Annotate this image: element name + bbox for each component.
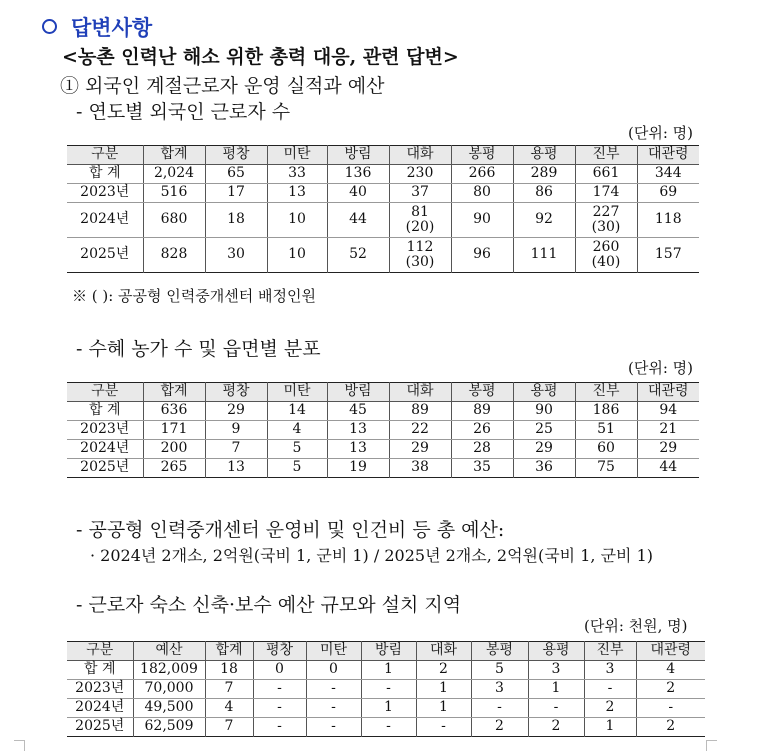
table-cell: 3: [471, 680, 528, 699]
table-cell: 9: [205, 421, 267, 440]
col-header: 평창: [205, 146, 267, 165]
table-cell: 2023년: [67, 184, 143, 203]
table-cell: -: [306, 718, 361, 737]
table-cell: -: [584, 680, 636, 699]
table-cell: 92: [513, 203, 575, 238]
col-header: 용평: [513, 146, 575, 165]
table-cell: -: [306, 680, 361, 699]
table-cell: 29: [637, 440, 699, 459]
table-cell: -: [361, 718, 416, 737]
table-cell: 2024년: [67, 699, 133, 718]
table-cell: -: [361, 680, 416, 699]
table-cell: 5: [471, 661, 528, 680]
table-cell: 2: [636, 718, 705, 737]
table-cell: 2025년: [67, 459, 143, 478]
table-cell: 7: [205, 718, 253, 737]
dormitory-budget-table: [67, 641, 705, 737]
table-cell: 230: [389, 165, 451, 184]
col-header: 용평: [528, 642, 584, 661]
section2-unit: (단위: 명): [628, 359, 693, 377]
table-cell: 28: [451, 440, 513, 459]
table-cell: 44: [637, 459, 699, 478]
table-cell: 1: [528, 680, 584, 699]
table-cell: 265: [143, 459, 205, 478]
table-cell: 13: [327, 440, 389, 459]
item-heading: ① 외국인 계절근로자 운영 실적과 예산: [60, 75, 385, 97]
col-header: 방림: [361, 642, 416, 661]
table-cell: 36: [513, 459, 575, 478]
table-cell: 70,000: [133, 680, 205, 699]
table-cell: 18: [205, 203, 267, 238]
section3-title: - 공공형 인력중개센터 운영비 및 인건비 등 총 예산:: [76, 519, 505, 541]
table-cell: 2025년: [67, 718, 133, 737]
table-cell: 30: [205, 238, 267, 273]
col-header: 대관령: [637, 146, 699, 165]
table-cell: 21: [637, 421, 699, 440]
table-cell: 13: [205, 459, 267, 478]
col-header: 대관령: [637, 383, 699, 402]
table-cell: 2,024: [143, 165, 205, 184]
table-cell: 2: [584, 699, 636, 718]
cell-value: 112: [406, 238, 434, 255]
section1-title: - 연도별 외국인 근로자 수: [76, 101, 291, 123]
table-cell: 69: [637, 184, 699, 203]
table-cell: 26: [451, 421, 513, 440]
section2-title: - 수혜 농가 수 및 읍면별 분포: [76, 338, 321, 360]
table-cell: 합 계: [67, 402, 143, 421]
farm-distribution-table: [67, 382, 699, 478]
table-cell: 40: [327, 184, 389, 203]
table-cell: 1: [416, 680, 471, 699]
table-cell: 89: [451, 402, 513, 421]
col-header: 구분: [67, 642, 133, 661]
table-cell: 13: [327, 421, 389, 440]
table-row: [67, 203, 699, 238]
section3-detail: · 2024년 2개소, 2억원(국비 1, 군비 1) / 2025년 2개소, 2억원(국비 1, 군비 1): [90, 546, 653, 565]
table-cell: 합 계: [67, 661, 133, 680]
table-cell: -: [253, 718, 306, 737]
section4-title: - 근로자 숙소 신축·보수 예산 규모와 설치 지역: [76, 594, 462, 616]
table-cell: 516: [143, 184, 205, 203]
col-header: 미탄: [267, 383, 327, 402]
table-cell: 680: [143, 203, 205, 238]
table-cell: 52: [327, 238, 389, 273]
table-cell: -: [253, 680, 306, 699]
col-header: 평창: [205, 383, 267, 402]
table-cell: 2: [471, 718, 528, 737]
col-header: 대화: [389, 383, 451, 402]
table-cell: -: [253, 699, 306, 718]
col-header: 봉평: [451, 383, 513, 402]
table-cell: 266: [451, 165, 513, 184]
table-row: [67, 165, 699, 184]
table-cell: 200: [143, 440, 205, 459]
col-header: 대화: [416, 642, 471, 661]
table-cell: 89: [389, 402, 451, 421]
table-cell: 636: [143, 402, 205, 421]
table-cell: 합 계: [67, 165, 143, 184]
table-cell: 49,500: [133, 699, 205, 718]
table-cell: 35: [451, 459, 513, 478]
section1-unit: (단위: 명): [628, 124, 693, 142]
table-cell: 118: [637, 203, 699, 238]
table-cell: 1: [416, 699, 471, 718]
col-header: 합계: [143, 146, 205, 165]
table-cell: 182,009: [133, 661, 205, 680]
col-header: 진부: [575, 383, 637, 402]
table-cell: 7: [205, 680, 253, 699]
table-cell: 10: [267, 238, 327, 273]
table-cell: 10: [267, 203, 327, 238]
answer-title: 답변사항: [71, 15, 153, 40]
col-header: 구분: [67, 146, 143, 165]
table-cell: 1: [584, 718, 636, 737]
table-cell: 661: [575, 165, 637, 184]
table-cell: -: [471, 699, 528, 718]
table-cell: [389, 203, 451, 238]
cell-value: 227: [592, 203, 620, 220]
table-cell: 5: [267, 440, 327, 459]
answer-heading: [42, 12, 152, 42]
table-cell: 90: [513, 402, 575, 421]
table-cell: 17: [205, 184, 267, 203]
table-cell: 86: [513, 184, 575, 203]
table-cell: 65: [205, 165, 267, 184]
table-cell: 37: [389, 184, 451, 203]
table-cell: 96: [451, 238, 513, 273]
table-row: [67, 402, 699, 421]
table-row: [67, 421, 699, 440]
table-cell: 29: [205, 402, 267, 421]
foreign-workers-table: [67, 145, 699, 273]
page-corner-mark: [706, 740, 717, 751]
table-cell: 289: [513, 165, 575, 184]
cell-sub-value: (30): [405, 254, 435, 270]
table-cell: 45: [327, 402, 389, 421]
table-cell: 828: [143, 238, 205, 273]
table-cell: 2024년: [67, 203, 143, 238]
table-cell: 13: [267, 184, 327, 203]
table-cell: 44: [327, 203, 389, 238]
col-header: 합계: [205, 642, 253, 661]
col-header: 봉평: [471, 642, 528, 661]
table-cell: 3: [528, 661, 584, 680]
table-cell: 38: [389, 459, 451, 478]
col-header: 방림: [327, 146, 389, 165]
cell-value: 81: [411, 203, 429, 220]
table-cell: -: [528, 699, 584, 718]
table-cell: 14: [267, 402, 327, 421]
table-cell: 136: [327, 165, 389, 184]
table-cell: 18: [205, 661, 253, 680]
col-header: 대관령: [636, 642, 705, 661]
table-cell: 1: [361, 699, 416, 718]
col-header: 구분: [67, 383, 143, 402]
table-row: [67, 459, 699, 478]
table-cell: -: [416, 718, 471, 737]
table-cell: 186: [575, 402, 637, 421]
table-cell: 29: [513, 440, 575, 459]
table-cell: 111: [513, 238, 575, 273]
table-cell: 51: [575, 421, 637, 440]
table-cell: 2023년: [67, 421, 143, 440]
subtitle: <농촌 인력난 해소 위한 총력 대응, 관련 답변>: [62, 46, 459, 68]
section4-unit: (단위: 천원, 명): [584, 617, 688, 635]
col-header: 봉평: [451, 146, 513, 165]
table-cell: 2: [416, 661, 471, 680]
col-header: 합계: [143, 383, 205, 402]
table-cell: 25: [513, 421, 575, 440]
table-row: [67, 661, 705, 680]
table-cell: 4: [267, 421, 327, 440]
circle-bullet-icon: [42, 19, 57, 34]
cell-sub-value: (40): [591, 254, 621, 270]
table-cell: 80: [451, 184, 513, 203]
col-header: 미탄: [306, 642, 361, 661]
table-cell: 94: [637, 402, 699, 421]
table-row: [67, 699, 705, 718]
table-cell: 4: [205, 699, 253, 718]
table-cell: 2024년: [67, 440, 143, 459]
table-cell: -: [636, 699, 705, 718]
table-cell: 29: [389, 440, 451, 459]
table-cell: 174: [575, 184, 637, 203]
table-cell: -: [306, 699, 361, 718]
table-cell: 75: [575, 459, 637, 478]
table-cell: 90: [451, 203, 513, 238]
table-cell: 2: [636, 680, 705, 699]
table-cell: 0: [253, 661, 306, 680]
col-header: 방림: [327, 383, 389, 402]
table-cell: 2: [528, 718, 584, 737]
table-row: [67, 238, 699, 273]
col-header: 예산: [133, 642, 205, 661]
table-cell: 22: [389, 421, 451, 440]
table-cell: 2025년: [67, 238, 143, 273]
table-cell: 1: [361, 661, 416, 680]
page-corner-mark: [14, 740, 25, 751]
col-header: 대화: [389, 146, 451, 165]
col-header: 평창: [253, 642, 306, 661]
col-header: 진부: [575, 146, 637, 165]
table-cell: 171: [143, 421, 205, 440]
table-cell: 62,509: [133, 718, 205, 737]
table-row: [67, 680, 705, 699]
table-cell: 344: [637, 165, 699, 184]
table-row: [67, 718, 705, 737]
table-cell: 157: [637, 238, 699, 273]
section1-note: ※ ( ): 공공형 인력중개센터 배정인원: [72, 287, 316, 305]
table-cell: [389, 238, 451, 273]
col-header: 미탄: [267, 146, 327, 165]
table-cell: 60: [575, 440, 637, 459]
table-cell: [575, 203, 637, 238]
table-cell: 19: [327, 459, 389, 478]
cell-sub-value: (30): [591, 219, 621, 235]
table-row: [67, 440, 699, 459]
col-header: 용평: [513, 383, 575, 402]
table-cell: 2023년: [67, 680, 133, 699]
table-row: [67, 184, 699, 203]
cell-sub-value: (20): [405, 219, 435, 235]
table-cell: 3: [584, 661, 636, 680]
table-cell: [575, 238, 637, 273]
table-cell: 4: [636, 661, 705, 680]
col-header: 진부: [584, 642, 636, 661]
table-cell: 0: [306, 661, 361, 680]
cell-value: 260: [592, 238, 620, 255]
table-cell: 7: [205, 440, 267, 459]
table-cell: 5: [267, 459, 327, 478]
table-cell: 33: [267, 165, 327, 184]
